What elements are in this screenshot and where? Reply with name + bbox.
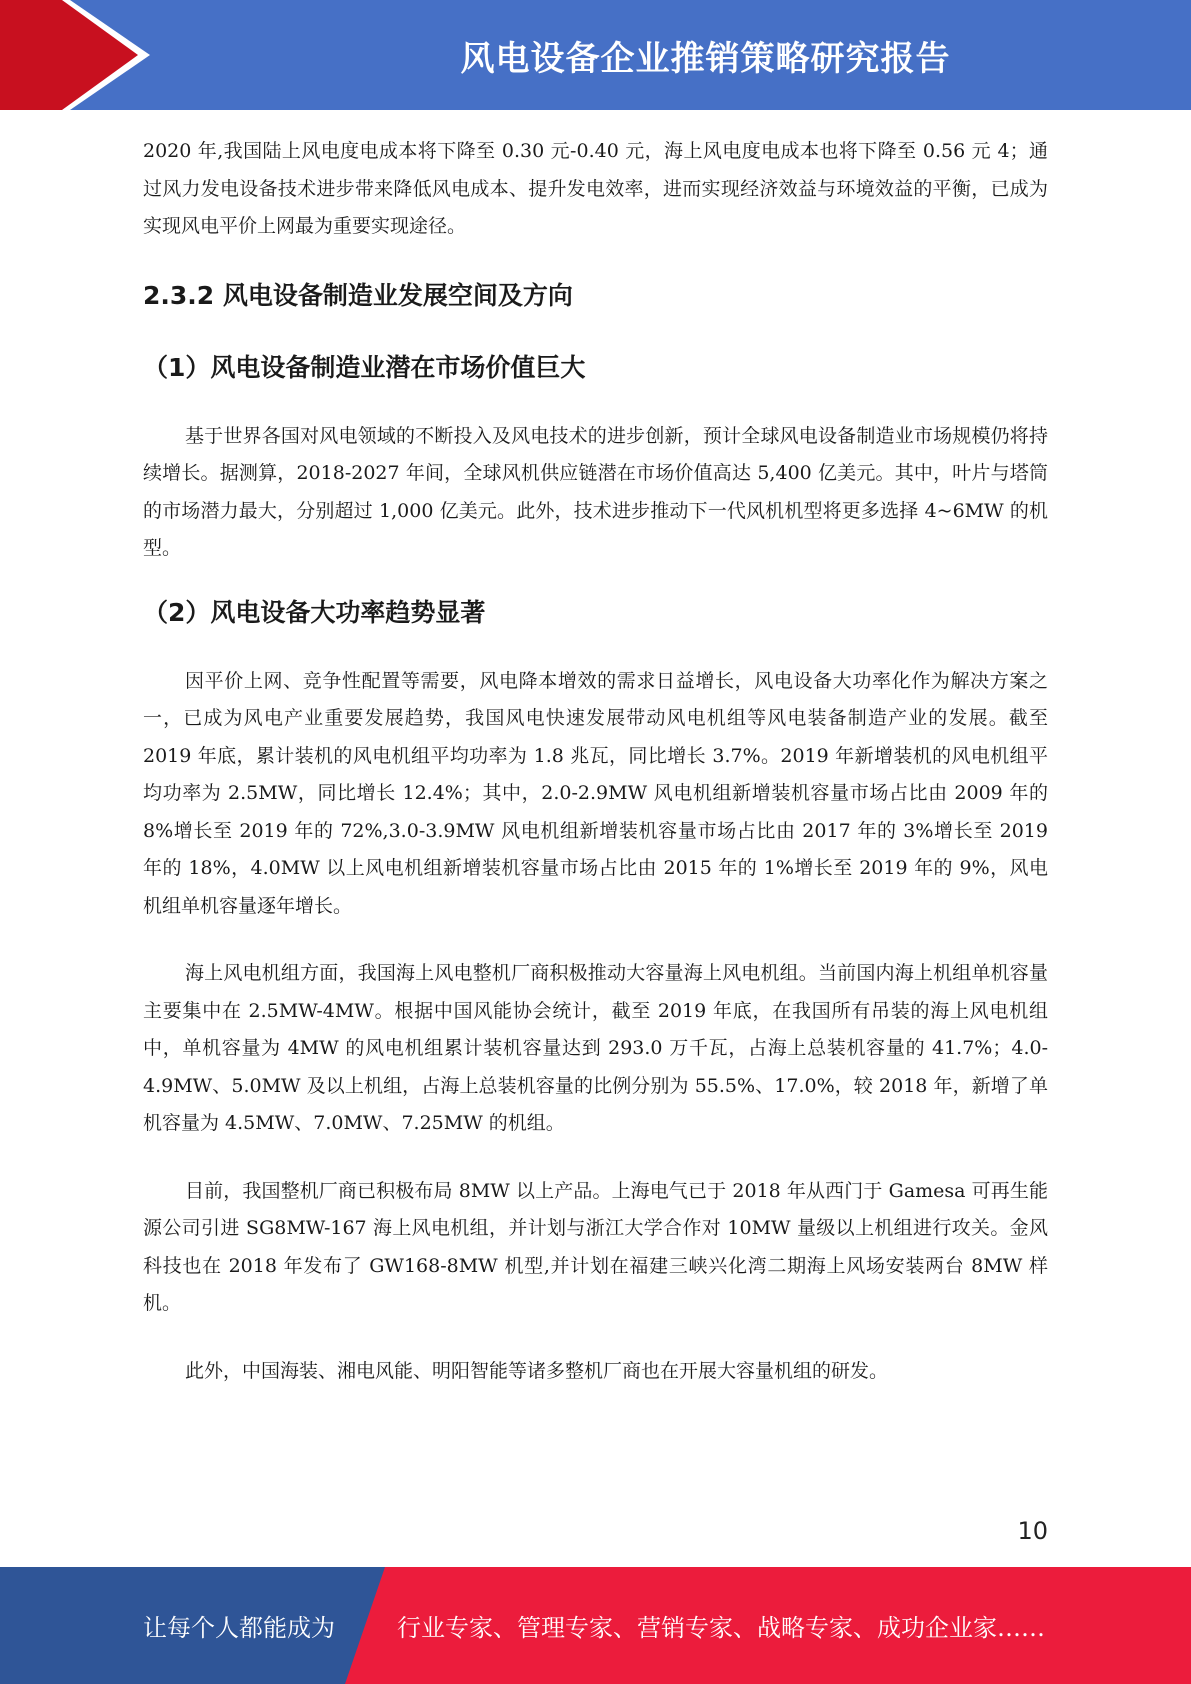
header-arrow-decoration <box>0 0 160 110</box>
subsection-2-paragraph-2: 海上风电机组方面，我国海上风电整机厂商积极推动大容量海上风电机组。当前国内海上机组单机容量主要集中在 2.5MW-4MW。根据中国风能协会统计，截至 2019 年底，在我国所有吊装的海上风电机组中，单机容量为 4MW 的风电机组累计装机容量达到 293.0 万千瓦，占海上总装机容量的 41.7%；4.0-4.9MW、5.0MW 及以上机组，占海上总装机容量的比例分别为 55.5%、17.0%，较 2018 年，新增了单机容量为 4.5MW、7.0MW、7.25MW 的机组。 <box>143 962 1048 1134</box>
subsection-2-paragraph-4: 此外，中国海装、湘电风能、明阳智能等诸多整机厂商也在开展大容量机组的研发。 <box>185 1359 889 1382</box>
section-heading-2-3-2: 2.3.2 风电设备制造业发展空间及方向 <box>143 280 573 310</box>
report-title: 风电设备企业推销策略研究报告 <box>460 38 951 79</box>
footer-slogan-right: 行业专家、管理专家、营销专家、战略专家、成功企业家…… <box>397 1614 1045 1642</box>
page-footer <box>0 1567 1191 1684</box>
footer-slogan-left: 让每个人都能成为 <box>143 1614 335 1642</box>
intro-paragraph: 2020 年,我国陆上风电度电成本将下降至 0.30 元-0.40 元，海上风电度电成本也将下降至 0.56 元 4；通过风力发电设备技术进步带来降低风电成本、提升发电效率，进而实现经济效益与环境效益的平衡，已成为实现风电平价上网最为重要实现途径。 <box>143 140 1048 237</box>
subsection-heading-2: （2）风电设备大功率趋势显著 <box>143 597 486 627</box>
subsection-2-paragraph-1: 因平价上网、竞争性配置等需要，风电降本增效的需求日益增长，风电设备大功率化作为解决方案之一，已成为风电产业重要发展趋势，我国风电快速发展带动风电机组等风电装备制造产业的发展。截至 2019 年底，累计装机的风电机组平均功率为 1.8 兆瓦，同比增长 3.7%。2019 年新增装机的风电机组平均功率为 2.5MW，同比增长 12.4%；其中，2.0-2.9MW 风电机组新增装机容量市场占比由 2009 年的 8%增长至 2019 年的 72%,3.0-3.9MW 风电机组新增装机容量市场占比由 2017 年的 3%增长至 2019 年的 18%，4.0MW 以上风电机组新增装机容量市场占比由 2015 年的 1%增长至 2019 年的 9%，风电机组单机容量逐年增长。 <box>143 669 1048 917</box>
page-content <box>143 133 1048 1390</box>
page-number: 10 <box>1017 1517 1048 1545</box>
subsection-heading-1: （1）风电设备制造业潜在市场价值巨大 <box>143 352 586 382</box>
subsection-1-paragraph: 基于世界各国对风电领域的不断投入及风电技术的进步创新，预计全球风电设备制造业市场规模仍将持续增长。据测算，2018-2027 年间，全球风机供应链潜在市场价值高达 5,400 亿美元。其中，叶片与塔筒的市场潜力最大，分别超过 1,000 亿美元。此外，技术进步推动下一代风机机型将更多选择 4~6MW 的机型。 <box>143 424 1048 559</box>
page-header <box>0 0 1191 110</box>
subsection-2-paragraph-3: 目前，我国整机厂商已积极布局 8MW 以上产品。上海电气已于 2018 年从西门于 Gamesa 可再生能源公司引进 SG8MW-167 海上风电机组，并计划与浙江大学合作对 10MW 量级以上机组进行攻关。金风科技也在 2018 年发布了 GW168-8MW 机型,并计划在福建三峡兴化湾二期海上风场安装两台 8MW 样机。 <box>143 1179 1048 1314</box>
